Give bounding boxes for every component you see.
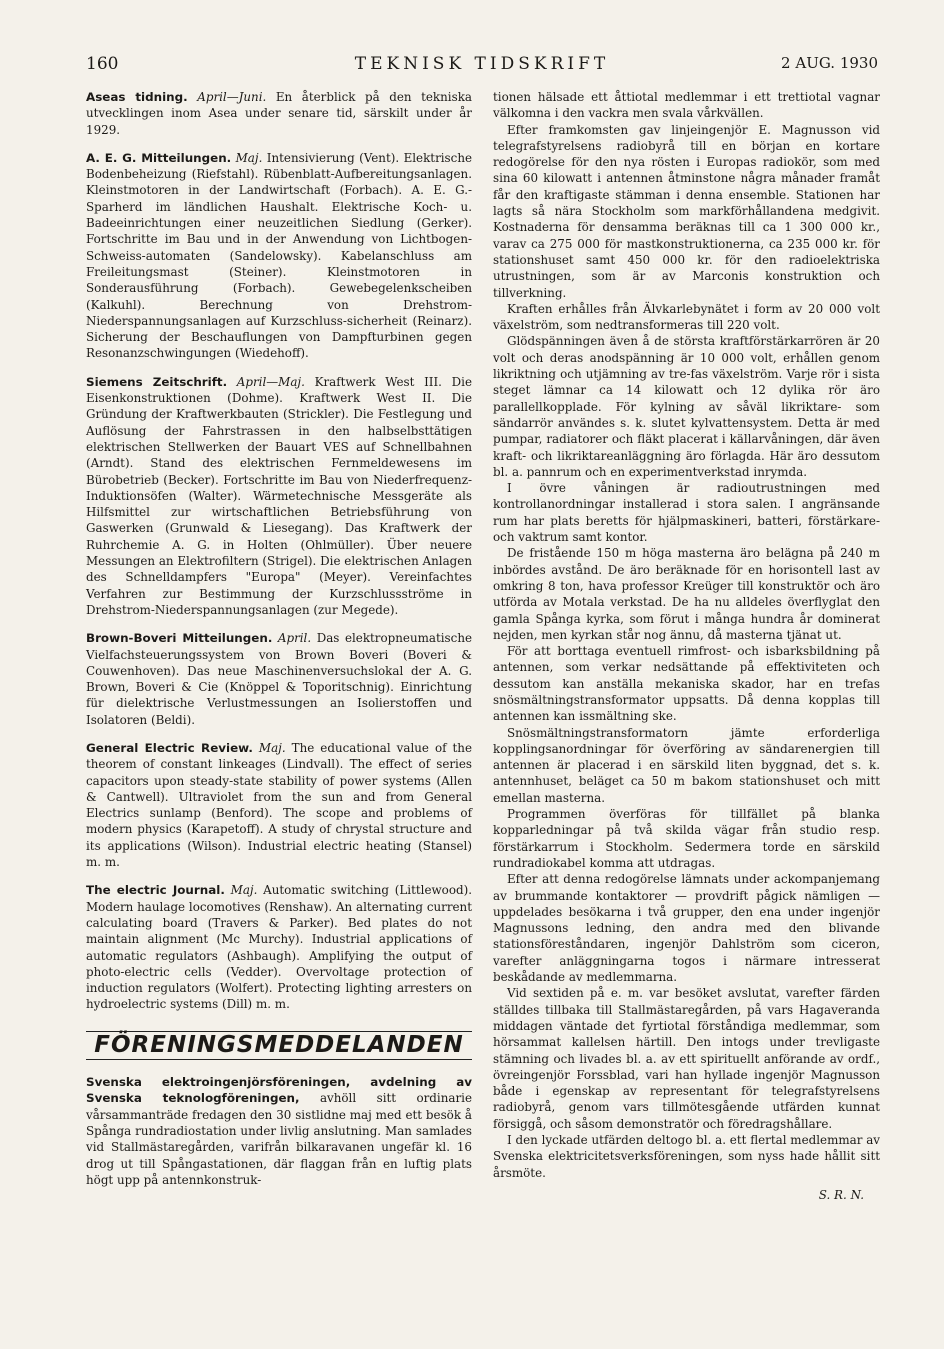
- report-paragraph: Programmen överföras för tillfället på blanka kopparledningar på två skilda vägar från studio resp. förstärkarrum i Stockholm. Sedermera torde en särskild rundradiokabel komma att utdragas.: [493, 807, 880, 870]
- issue-date: 2 AUG. 1930: [781, 54, 878, 72]
- report-paragraph: Vid sextiden på e. m. var besöket avslutat, varefter färden ställdes tillbaka till Stallmästaregården, på vars Hagaveranda middagen väntade det fyrtiotal förståndiga medlemmar, som hörsammat kallelsen härtill. Den intogs under trevligaste stämning och livades bl. a. av ett spirituellt anförande av ordf., övreingenjör Forssblad, vari han hyllade ingenjör Magnusson både i egenskap av representant för telegrafstyrelsens radiobyrå, genom vars tillmötesgående utfärden kunnat försiggå, och såsom demonstratör och föredragshållare.: [493, 986, 880, 1131]
- signature: S. R. N.: [818, 1187, 864, 1202]
- report-paragraph: Efter framkomsten gav linjeingenjör E. Magnusson vid telegrafstyrelsens radiobyrå till en början en kortare redogörelse för den nya rösten i Europas radiokör, som med sina 60 kilowatt i antennen åtminstone några månader framåt får den kraftigaste stämman i denna ensemble. Stationen har lagts så nära Stockholm som markförhållandena medgivit. Kostnaderna för densamma beräknas till ca 1 300 000 kr., varav ca 275 000 för mastkonstruktionerna, ca 235 000 kr. för stationshuset samt 450 000 kr. för den radioelektriska utrustningen, som är av Marconis konstruktion och tillverkning.: [493, 122, 880, 300]
- journal-entry: Siemens Zeitschrift. April—Maj. Kraftwerk West III. Die Eisenkonstruktionen (Dohme). Kraftwerk West II. Die Gründung der Kraftwerkbauten (Strickler). Die Festlegung und Auflösung der Fahrstrassen in den halbselbsttätigen elektrischen Stellwerken der Bauart VES auf Schnellbahnen (Arndt). Stand des elektrischen Fernmeldewesens im Bürobetrieb (Becker). Fortschritte im Bau von Niederfrequenz-Induktionsöfen (Walter). Wärmetechnische Messgeräte als Hilfsmittel zur wirtschaftlichen Betriebsführung von Gaswerken (Grunwald & Liesegang). Das Kraftwerk der Ruhrchemie A. G. in Holten (Ohlmüller). Über neuere Messungen an Elektrofiltern (Strigel). Die elektrischen Anlagen des Schnelldampfers "Europa" (Meyer). Vereinfachtes Verfahren zur Bestimmung der Kurzschlussströme in Drehstrom-Niederspannungsanlagen (zur Megede).: [86, 374, 472, 617]
- report-paragraph: För att borttaga eventuell rimfrost- och isbarksbildning på antennen, som verkar nedsättande på effektiviteten och dessutom kan anställa mekaniska skador, har en trefas snösmältningstransformator uppsatts. Då denna kopplas till antennen kan issmältning ske.: [493, 644, 880, 724]
- page-header: [86, 54, 878, 84]
- report-paragraph: Snösmältningstransformatorn jämte erforderliga kopplingsanordningar för överföring av sändarenergien till antennen är placerad i en särskild liten byggnad, det s. k. antennhuset, beläget ca 50 m bakom stationshuset och mitt emellan masterna.: [493, 725, 880, 805]
- section-heading: FÖRENINGSMEDDELANDEN: [86, 1031, 472, 1060]
- journal-entry: A. E. G. Mitteilungen. Maj. Intensivierung (Vent). Elektrische Bodenbeheizung (Riefstahl). Rübenblatt-Aufbereitungsanlagen. Kleinstmotoren in der Landwirtschaft (Forbach). A. E. G.-Sparherd im ländlichen Haushalt. Elektrische Koch- u. Badeeinrichtungen einer neuzeitlichen Siedlung (Gerker). Fortschritte im Bau und in der Anwendung von Lichtbogen-Schweiss-automaten (Sandelowsky). Kabelanschluss am Freileitungsmast (Steiner). Kleinstmotoren in Sonderausführung (Forbach). Gewebegelenkscheiben (Kalkuhl). Berechnung von Drehstrom-Niederspannungsanlagen auf Kurzschluss-sicherheit (Reinarz). Sicherung der Beschauflungen von Dampfturbinen gegen Resonanzschwingungen (Wiedehoff).: [86, 150, 473, 361]
- report-paragraph: De fristående 150 m höga masterna äro belägna på 240 m inbördes avstånd. De äro beräknade för en horisontell last av omkring 8 ton, hava professor Kreüger till konstruktör och äro utförda av Motala verkstad. De ha nu alldeles överflyglat den gamla Spånga kyrka, som förut i många hundra år dominerat nejden, men kyrkan står nog ännu, då masterna tjänat ut.: [493, 546, 880, 642]
- page-number: 160: [86, 54, 119, 74]
- journal-entry: General Electric Review. Maj. The educational value of the theorem of constant linkeages (Lindvall). The effect of series capacitors upon steady-state stability of power systems (Allen & Cantwell). Ultraviolet from the sun and from General Electrics sunlamp (Benford). The scope and problems of modern physics (Karapetoff). A study of chrystal structure and its applications (Wilson). Industrial electric heating (Stansel) m. m.: [86, 740, 472, 870]
- journal-entry: Aseas tidning. April—Juni. En återblick på den tekniska utvecklingen inom Asea under senare tid, särskilt under år 1929.: [86, 90, 472, 137]
- report-paragraph: Kraften erhålles från Älvkarlebynätet i form av 20 000 volt växelström, som nedtransformeras till 220 volt.: [493, 301, 880, 333]
- report-paragraph: Efter att denna redogörelse lämnats under ackompanjemang av brummande kontaktorer — provdrift pågick nämligen — uppdelades besökarna i två grupper, den ena under ingenjör Magnussons ledning, den andra med den blivande stationsföreståndaren, ingenjör Dahlström som ciceron, varefter anläggningarna togos i närmare intresserat beskådande av medlemmarna.: [493, 872, 880, 985]
- journal-title: TEKNISK TIDSKRIFT: [354, 54, 610, 74]
- report-paragraph: I övre våningen är radioutrustningen med kontrollanordningar installerad i stora salen. I angränsande rum har plats beretts för hjälpmaskineri, batteri, förstärkare- och vaktrum samt kontor.: [493, 481, 880, 545]
- report-paragraph: I den lyckade utfärden deltogo bl. a. ett flertal medlemmar av Svenska elektricitetsverksföreningen, som nyss hade hållit sitt årsmöte.: [493, 1133, 880, 1180]
- journal-entry: Brown-Boveri Mitteilungen. April. Das elektropneumatische Vielfachsteuerungssystem von Brown Boveri (Boveri & Couwenhoven). Das neue Maschinenversuchslokal der A. G. Brown, Boveri & Cie (Knöppel & Toporitschnig). Einrichtung für dielektrische Verlustmessungen an Isolierstoffen und Isolatoren (Beldi).: [86, 631, 473, 727]
- report-paragraph: tionen hälsade ett åttiotal medlemmar i ett trettiotal vagnar välkomna i den vackra men svala vårkvällen.: [493, 90, 880, 121]
- report-paragraph: Glödspänningen även å de största kraftförstärkarrören är 20 volt och deras anodspänning är 10 000 volt, erhållen genom likriktning och utjämning av tre-fas växelström. Varje rör i sista steget lämnar ca 14 kilowatt och 12 dylika rör äro parallellkopplade. För kylning av såväl likriktare- som sändarrör användes s. k. slutet kylvattensystem. Detta är med pumpar, radiatorer och fläkt placerat i källarvåningen, där även kraft- och likriktareanläggning äro förlagda. Här äro dessutom bl. a. pannrum och en experimentverkstad inrymda.: [493, 334, 880, 479]
- society-report-intro: Svenska elektroingenjörsföreningen, avdelning av Svenska teknologföreningen, avhöll sitt ordinarie vårsammanträde fredagen den 30 sistlidne maj med ett besök å Spånga rundradiostation under livlig anslutning. Man samlades vid Stallmästaregården, varifrån bilkaravanen ungefär kl. 16 drog ut till Spångastationen, där flaggan från en luftig plats högt upp på antennkonstruk-: [86, 1075, 472, 1187]
- left-column: [86, 89, 472, 1194]
- right-column: [493, 89, 880, 1203]
- journal-entry: The electric Journal. Maj. Automatic switching (Littlewood). Modern haulage locomotives (Renshaw). An alternating current calculating board (Travers & Parker). Bed plates do not maintain alignment (Mc Murchy). Industrial applications of automatic regulators (Ashbaugh). Amplifying the output of photo-electric cells (Vedder). Overvoltage protection of induction regulators (Wolfert). Protecting lighting arresters on hydroelectric systems (Dill) m. m.: [86, 883, 473, 1012]
